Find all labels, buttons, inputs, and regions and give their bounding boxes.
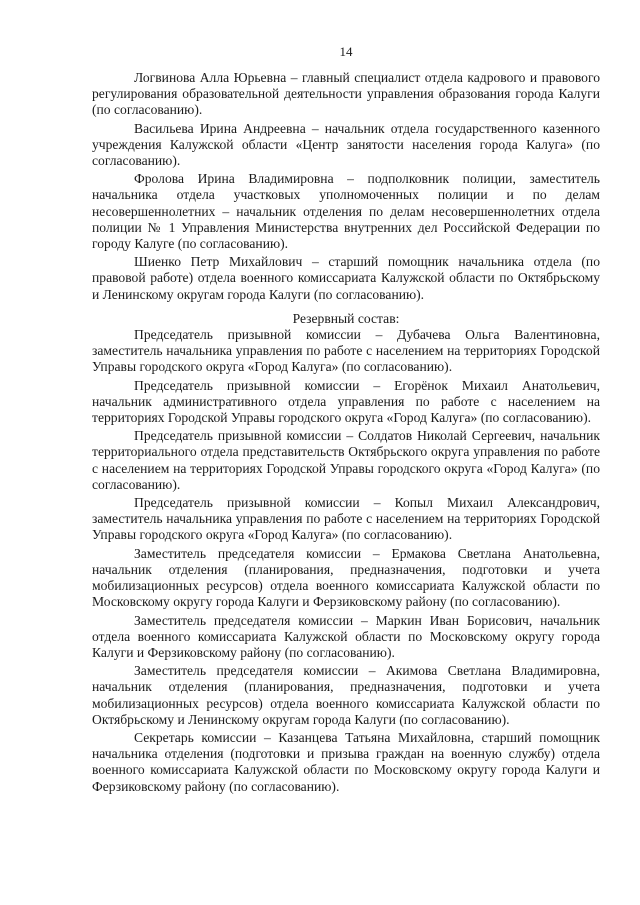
reserve-member-paragraph: Заместитель председателя комиссии – Ермакова Светлана Анатольевна, начальник отделения (планирования, предназначения, подготовки и учета мобилизационных ресурсов) отдела военного комиссариата Калужской области по Московскому округу города Калуги и Ферзиковскому району (по согласованию). bbox=[92, 545, 600, 610]
page-number: 14 bbox=[339, 44, 353, 59]
reserve-member-paragraph: Секретарь комиссии – Казанцева Татьяна Михайловна, старший помощник начальника отделения (подготовки и призыва граждан на военную службу) отдела военного комиссариата Калужской области по Московскому округу города Калуги и Ферзиковскому району (по согласованию). bbox=[92, 729, 600, 794]
member-paragraph: Васильева Ирина Андреевна – начальник отдела государственного казенного учреждения Калужской области «Центр занятости населения города Калуга» (по согласованию). bbox=[92, 120, 600, 169]
reserve-section-title: Резервный состав: bbox=[292, 310, 400, 326]
reserve-member-paragraph: Председатель призывной комиссии – Дубачева Ольга Валентиновна, заместитель начальника управления по работе с населением на территориях Городской Управы городского округа «Город Калуга» (по согласованию). bbox=[92, 327, 600, 375]
member-paragraph: Фролова Ирина Владимировна – подполковник полиции, заместитель начальника отдела участковых уполномоченных полиции и по делам несовершеннолетних – начальник отделения по делам несовершеннолетних отдела полиции № 1 Управления Министерства внутренних дел Российской Федерации по городу Калуге (по согласованию). bbox=[92, 171, 600, 252]
member-paragraph: Шиенко Петр Михайлович – старший помощник начальника отдела (по правовой работе) отдела военного комиссариата Калужской области по Октябрьскому и Ленинскому округам города Калуги (по согласованию). bbox=[92, 254, 600, 302]
member-paragraph: Логвинова Алла Юрьевна – главный специалист отдела кадрового и правового регулирования образовательной деятельности управления образования города Калуги (по согласованию). bbox=[92, 70, 600, 118]
reserve-member-paragraph: Председатель призывной комиссии – Копыл Михаил Александрович, заместитель начальника управления по работе с населением на территориях Городской Управы городского округа «Город Калуга» (по согласованию). bbox=[92, 495, 600, 543]
reserve-member-paragraph: Заместитель председателя комиссии – Акимова Светлана Владимировна, начальник отделения (планирования, предназначения, подготовки и учета мобилизационных ресурсов) отдела военного комиссариата Калужской области по Октябрьскому и Ленинскому округам города Калуги (по согласованию). bbox=[92, 663, 600, 727]
reserve-member-paragraph: Председатель призывной комиссии – Егорёнок Михаил Анатольевич, начальник административного отдела управления по работе с населением на территориях Городской Управы городского округа «Город Калуга» (по согласованию). bbox=[92, 377, 600, 426]
reserve-member-paragraph: Заместитель председателя комиссии – Маркин Иван Борисович, начальник отдела военного комиссариата Калужской области по Московскому округу города Калуги и Ферзиковскому району (по согласованию). bbox=[92, 612, 600, 660]
reserve-member-paragraph: Председатель призывной комиссии – Солдатов Николай Сергеевич, начальник территориального отдела представительств Октябрьского округа управления по работе с населением на территориях Городской Управы городского округа «Город Калуга» (по согласованию). bbox=[92, 428, 600, 492]
